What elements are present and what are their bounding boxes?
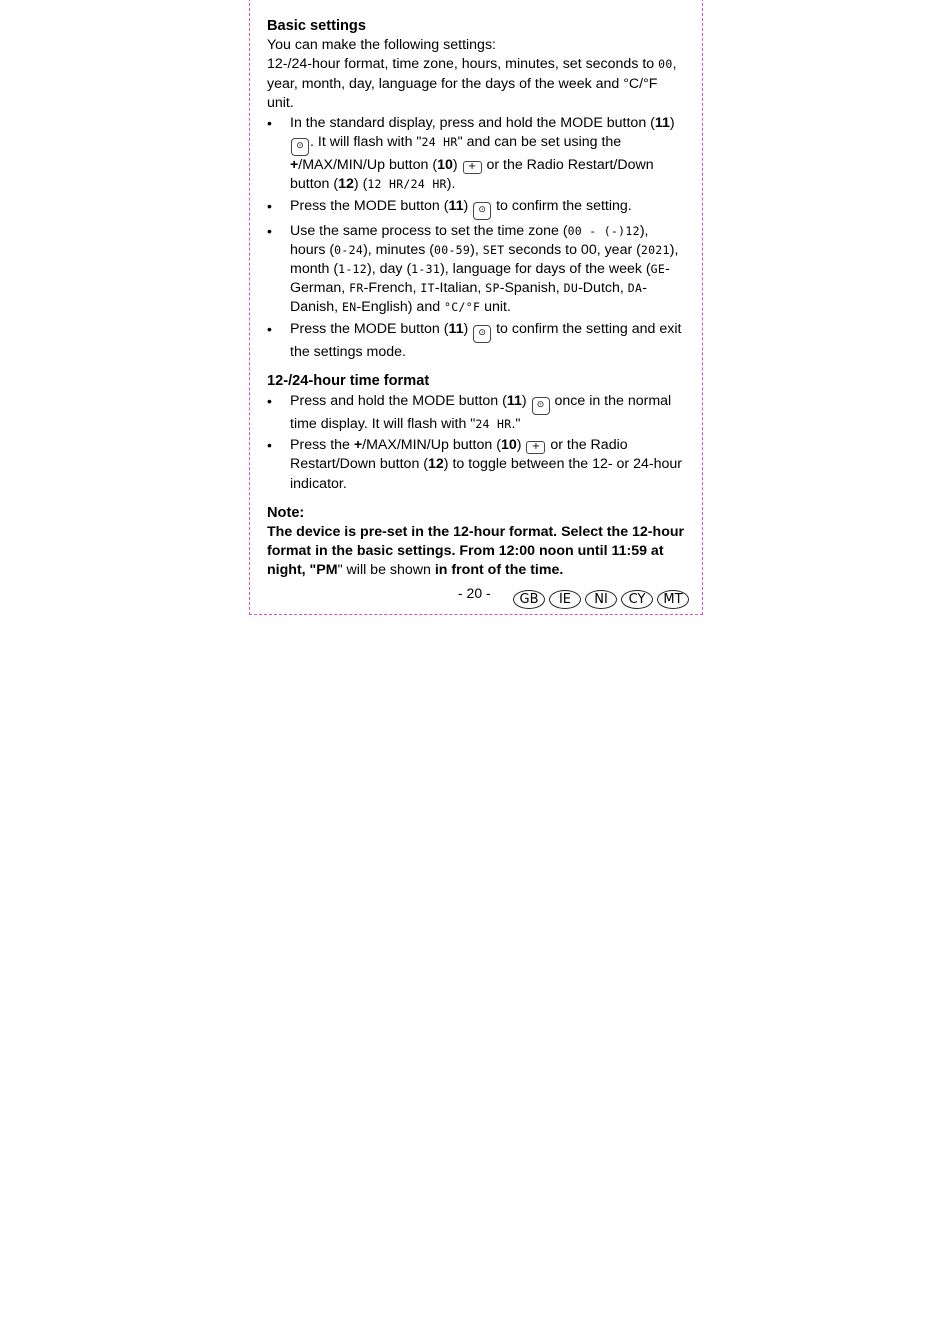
mode-button-icon: ⊙ (473, 202, 491, 220)
list-item: • Press the +/MAX/MIN/Up button (10) + or the Radio Restart/Down button (12) to toggle between the 12- or 24-hour indicator. (267, 436, 687, 494)
note-text: The device is pre-set in the 12-hour format. Select the 12-hour format in the basic settings. From 12:00 noon until 11:59 at night, "PM" will be shown in front of the time. (267, 524, 685, 579)
plus-button-icon: + (463, 161, 482, 174)
language-codes (513, 590, 689, 609)
mode-button-icon: ⊙ (473, 325, 491, 343)
list-item: • In the standard display, press and hold the MODE button (11) ⊙ . It will flash with "24 HR" and can be set using the +/MAX/MIN/Up button (10) + or the Radio Restart/Down button (12) (12 HR/24 HR). (267, 114, 687, 195)
language-badge: GB (513, 590, 545, 609)
list-item: • Press the MODE button (11) ⊙ to confirm the setting and exit the settings mode. (267, 320, 687, 362)
basic-intro: You can make the following settings: (267, 37, 496, 54)
language-badge: IE (549, 590, 581, 609)
plus-button-icon: + (526, 441, 545, 454)
list-item: • Press and hold the MODE button (11) ⊙ once in the normal time display. It will flash with "24 HR." (267, 392, 687, 434)
language-badge: NI (585, 590, 617, 609)
time-format-list (267, 392, 687, 494)
list-item: • Use the same process to set the time zone (00 - (-)12), hours (0-24), minutes (00-59), SET seconds to 00, year (2021), month (1-12), day (1-31), language for days of the week (GE-German, FR-French, IT-Italian, SP-Spanish, DU-Dutch, DA-Danish, EN-English) and °C/°F unit. (267, 222, 687, 318)
document-content (267, 17, 687, 581)
basic-settings-heading: Basic settings (267, 18, 366, 34)
language-badge: MT (657, 590, 689, 609)
basic-settings-list (267, 114, 687, 362)
language-badge: CY (621, 590, 653, 609)
mode-button-icon: ⊙ (532, 397, 550, 415)
time-format-heading: 12-/24-hour time format (267, 372, 430, 389)
page-footer (249, 584, 701, 612)
list-item: • Press the MODE button (11) ⊙ to confirm the setting. (267, 197, 687, 220)
page-number: - 20 - (458, 585, 491, 601)
note-heading: Note: (267, 504, 305, 521)
mode-button-icon: ⊙ (291, 138, 309, 156)
basic-intro-list: 12-/24-hour format, time zone, hours, minutes, set seconds to 00, year, month, day, language for the days of the week and °C/°F unit. (267, 56, 677, 111)
